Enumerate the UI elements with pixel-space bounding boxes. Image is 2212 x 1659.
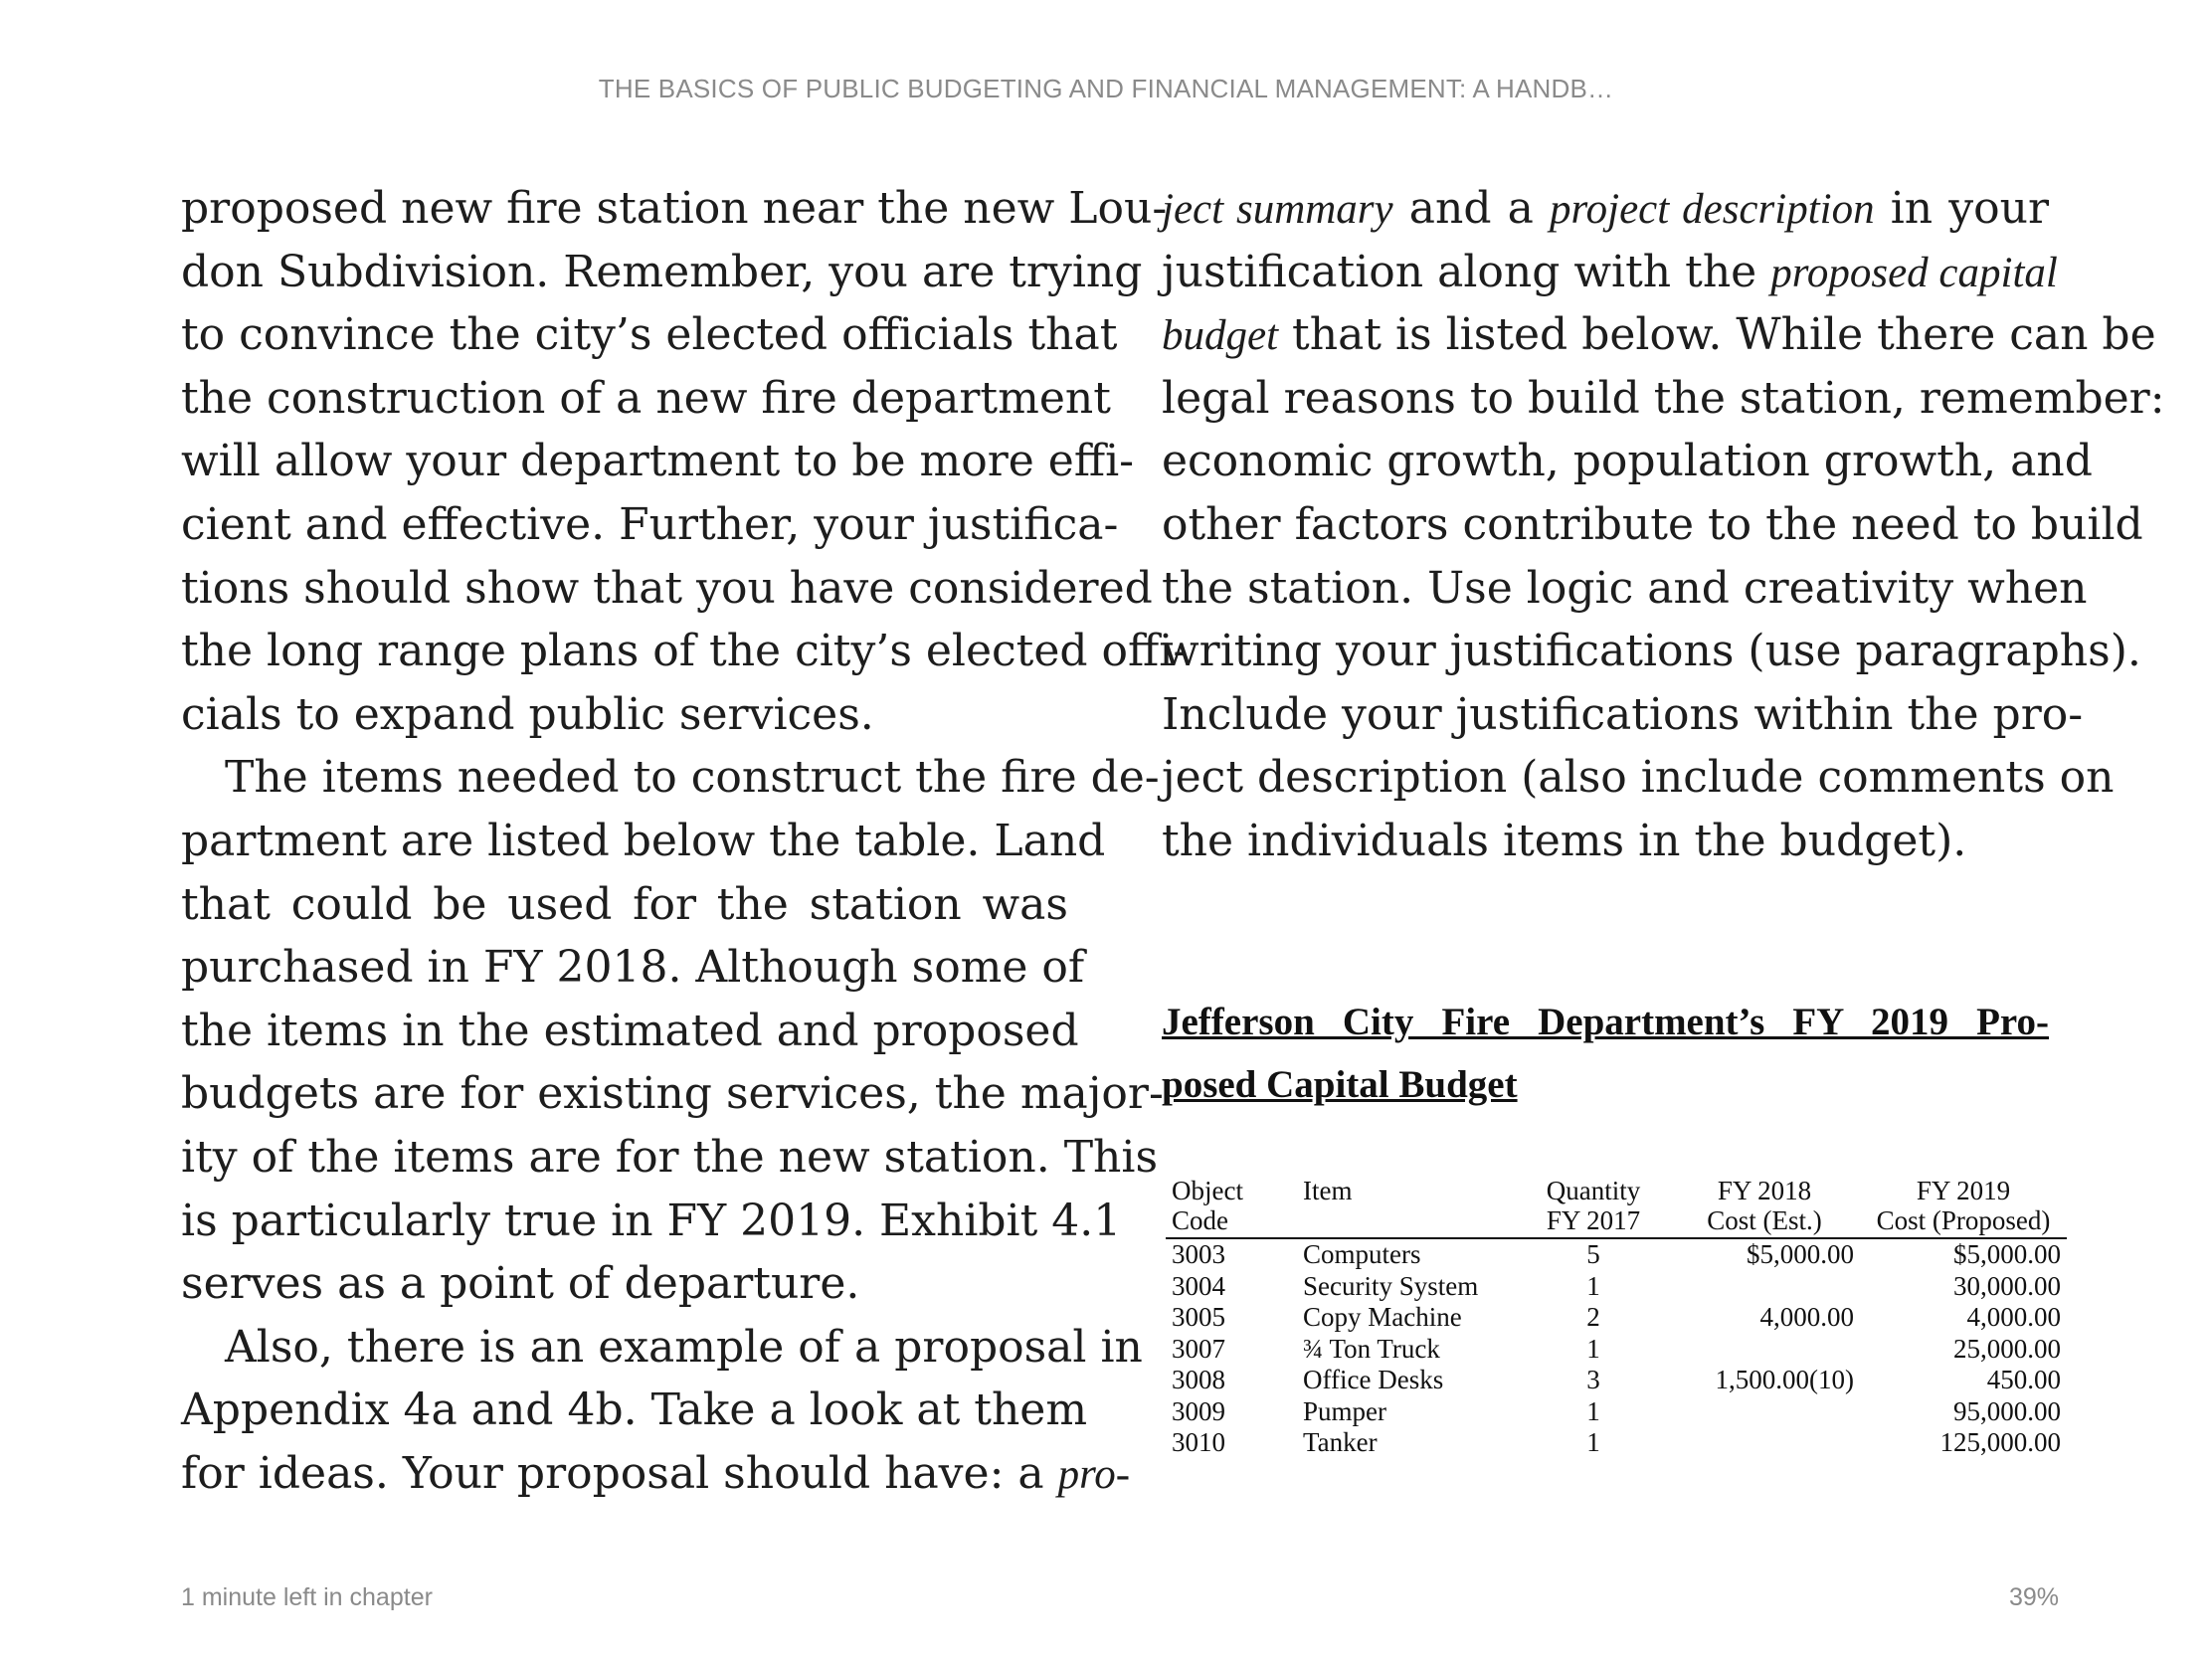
italic-term: proposed capital bbox=[1770, 249, 2058, 296]
table-row bbox=[1166, 1238, 2067, 1271]
table-row bbox=[1166, 1271, 2067, 1303]
cell-quantity: 1 bbox=[1586, 1333, 1600, 1364]
text-line: ity of the items are for the new station. This bbox=[181, 1131, 1159, 1183]
text-line: proposed new fire station near the new Lou- bbox=[181, 183, 1168, 234]
cell-fy2019: 4,000.00 bbox=[1966, 1302, 2061, 1332]
reading-progress: 39% bbox=[2008, 1583, 2059, 1611]
table-row bbox=[1166, 1334, 2067, 1366]
text-line: that could be used for the station was bbox=[181, 878, 1068, 930]
text-segment: that is listed below. While there can be bbox=[1292, 309, 2156, 361]
text-line: cient and effective. Further, your justifica- bbox=[181, 498, 1119, 550]
text-segment: in your bbox=[1890, 183, 2049, 234]
text-line: legal reasons to build the station, remember: bbox=[1162, 372, 2165, 424]
cell-quantity: 1 bbox=[1586, 1395, 1600, 1426]
text-line: the station. Use logic and creativity when bbox=[1162, 562, 2088, 614]
col-header-quantity: Quantity FY 2017 bbox=[1518, 1176, 1669, 1238]
cell-code: 3010 bbox=[1172, 1427, 1225, 1457]
italic-term: pro- bbox=[1057, 1450, 1131, 1498]
text-line: will allow your department to be more effi- bbox=[181, 436, 1135, 487]
text-line: Appendix 4a and 4b. Take a look at them bbox=[181, 1384, 1088, 1436]
text-line: to convince the city’s elected officials that bbox=[181, 309, 1118, 361]
text-line: is particularly true in FY 2019. Exhibit 4.1 bbox=[181, 1195, 1122, 1246]
cell-code: 3009 bbox=[1172, 1395, 1225, 1426]
col-header-item: Item bbox=[1297, 1176, 1518, 1238]
capital-budget-table bbox=[1166, 1176, 2067, 1459]
text-line bbox=[1162, 241, 2058, 304]
text-segment: and a bbox=[1408, 183, 1534, 234]
cell-fy2019: 30,000.00 bbox=[1953, 1270, 2061, 1301]
text-line bbox=[1162, 303, 2156, 367]
cell-code: 3007 bbox=[1172, 1333, 1225, 1364]
text-line: other factors contribute to the need to build bbox=[1162, 498, 2143, 550]
exhibit-title bbox=[1162, 991, 2049, 1116]
cell-fy2018: 1,500.00(10) bbox=[1715, 1365, 1854, 1394]
cell-fy2019: 25,000.00 bbox=[1953, 1333, 2061, 1364]
col-header-fy2019: FY 2019 Cost (Proposed) bbox=[1860, 1176, 2067, 1238]
right-text-column bbox=[1162, 177, 2165, 873]
cell-fy2019: 125,000.00 bbox=[1939, 1427, 2061, 1457]
table-row bbox=[1166, 1427, 2067, 1459]
italic-term: ject summary bbox=[1162, 186, 1393, 233]
text-line: serves as a point of departure. bbox=[181, 1258, 860, 1310]
text-line: don Subdivision. Remember, you are trying bbox=[181, 246, 1143, 297]
col-header-fy2018: FY 2018 Cost (Est.) bbox=[1669, 1176, 1860, 1238]
cell-fy2018 bbox=[1669, 1334, 1860, 1366]
text-line: economic growth, population growth, and bbox=[1162, 436, 2093, 487]
cell-code: 3005 bbox=[1172, 1302, 1225, 1332]
cell-fy2018 bbox=[1669, 1427, 1860, 1459]
cell-fy2018 bbox=[1669, 1396, 1860, 1428]
text-line bbox=[1162, 177, 2049, 241]
cell-fy2018: $5,000.00 bbox=[1747, 1239, 1854, 1269]
text-segment: justification along with the bbox=[1162, 246, 1757, 297]
cell-quantity: 1 bbox=[1586, 1270, 1600, 1301]
cell-item: Computers bbox=[1303, 1239, 1421, 1269]
cell-fy2018: 4,000.00 bbox=[1759, 1302, 1854, 1332]
cell-code: 3004 bbox=[1172, 1270, 1225, 1301]
table-header-row bbox=[1166, 1176, 2067, 1238]
cell-item: Pumper bbox=[1303, 1395, 1386, 1426]
cell-code: 3008 bbox=[1172, 1365, 1225, 1394]
italic-term: budget bbox=[1162, 312, 1279, 360]
cell-item: Office Desks bbox=[1303, 1365, 1444, 1394]
cell-quantity: 5 bbox=[1586, 1239, 1600, 1269]
cell-code: 3003 bbox=[1172, 1239, 1225, 1269]
cell-fy2019: $5,000.00 bbox=[1953, 1239, 2061, 1269]
text-line: the items in the estimated and proposed bbox=[181, 1005, 1079, 1056]
cell-fy2019: 95,000.00 bbox=[1953, 1395, 2061, 1426]
text-line: ject description (also include comments on bbox=[1162, 752, 2115, 804]
cell-item: Tanker bbox=[1303, 1427, 1378, 1457]
cell-quantity: 3 bbox=[1586, 1365, 1600, 1394]
text-line: the construction of a new fire department bbox=[181, 372, 1111, 424]
left-text-column bbox=[181, 177, 1189, 1505]
cell-fy2018 bbox=[1669, 1271, 1860, 1303]
italic-term: project description bbox=[1550, 186, 1875, 233]
cell-item: Copy Machine bbox=[1303, 1302, 1462, 1332]
text-line: Also, there is an example of a proposal in bbox=[225, 1321, 1143, 1373]
chapter-time-remaining: 1 minute left in chapter bbox=[181, 1583, 433, 1611]
cell-quantity: 1 bbox=[1586, 1427, 1600, 1457]
running-header: THE BASICS OF PUBLIC BUDGETING AND FINANCIAL MANAGEMENT: A HANDB… bbox=[598, 74, 1614, 103]
text-line: the individuals items in the budget). bbox=[1162, 815, 1967, 866]
text-line: The items needed to construct the fire de- bbox=[225, 752, 1160, 804]
cell-quantity: 2 bbox=[1586, 1302, 1600, 1332]
table-row bbox=[1166, 1396, 2067, 1428]
text-line: budgets are for existing services, the major- bbox=[181, 1068, 1164, 1120]
col-header-object-code: Object Code bbox=[1166, 1176, 1297, 1238]
text-line: writing your justifications (use paragraphs). bbox=[1162, 626, 2141, 677]
text-line: the long range plans of the city’s elected offi- bbox=[181, 626, 1189, 677]
table-row bbox=[1166, 1302, 2067, 1334]
text-line: cials to expand public services. bbox=[181, 688, 874, 740]
exhibit-title-line: posed Capital Budget bbox=[1162, 1063, 1518, 1106]
exhibit-4-1 bbox=[1162, 991, 2061, 1459]
text-segment: for ideas. Your proposal should have: a bbox=[181, 1447, 1044, 1499]
exhibit-title-line: Jefferson City Fire Department’s FY 2019 Pro- bbox=[1162, 1001, 2049, 1043]
table-row bbox=[1166, 1365, 2067, 1396]
cell-item: Security System bbox=[1303, 1270, 1479, 1301]
text-line: purchased in FY 2018. Although some of bbox=[181, 942, 1085, 994]
text-line bbox=[181, 1442, 1131, 1506]
text-line: tions should show that you have considered bbox=[181, 562, 1153, 614]
cell-item: ¾ Ton Truck bbox=[1303, 1333, 1440, 1364]
text-line: partment are listed below the table. Land bbox=[181, 815, 1106, 866]
text-line: Include your justifications within the pro- bbox=[1162, 688, 2084, 740]
cell-fy2019: 450.00 bbox=[1986, 1365, 2061, 1394]
